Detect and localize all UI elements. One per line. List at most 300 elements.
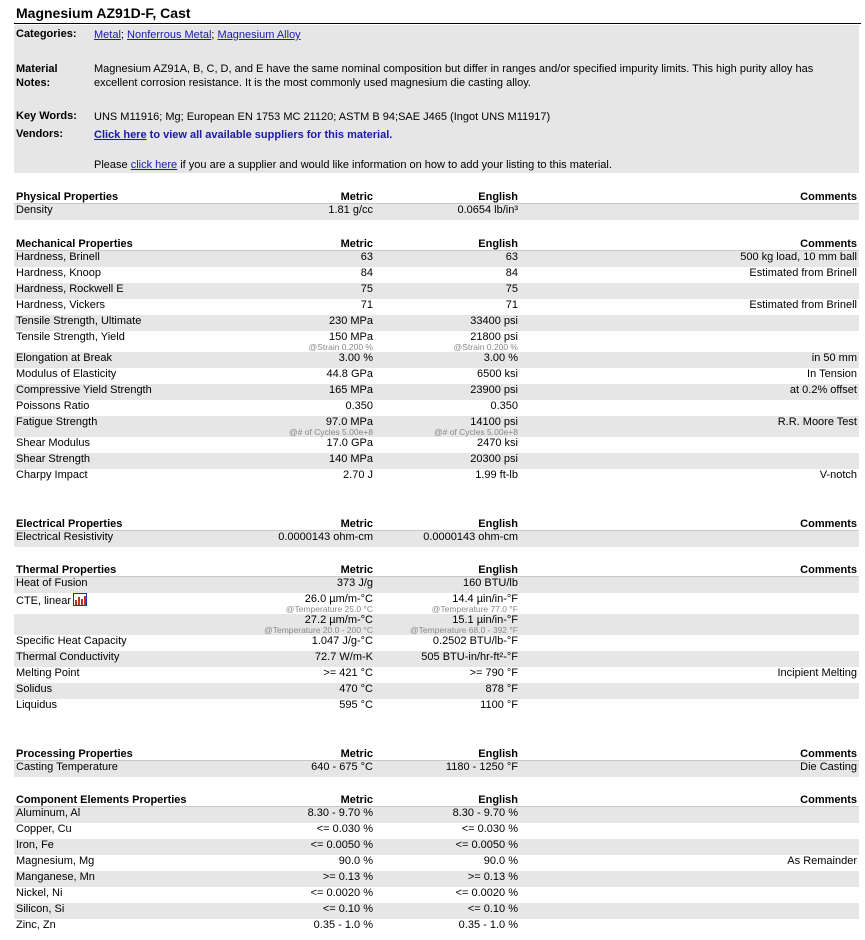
english-column-header: English [375,745,520,761]
comment: V-notch [819,469,857,481]
metric-value [254,855,375,871]
english-value-text: 14.4 µin/in-°F [452,593,518,605]
property-name [14,315,254,331]
english-value [375,807,520,824]
english-value-text: 1100 °F [480,699,518,711]
english-value [375,315,520,331]
english-value [375,761,520,778]
english-value-text: 160 BTU/lb [462,577,518,589]
metric-value-text: 150 MPa [328,331,373,343]
metric-value [254,593,375,614]
mechanical-properties-table [14,235,859,485]
english-value-text: 0.0654 lb/in³ [457,204,518,216]
property-name-text: Hardness, Brinell [16,251,100,263]
notes-label: Material Notes: [16,63,58,89]
property-row [14,667,859,683]
comment [520,807,859,824]
property-name [14,437,254,453]
supplier-prefix: Please [94,159,131,171]
metric-value [254,352,375,368]
property-row [14,871,859,887]
property-name-text: Specific Heat Capacity [16,635,127,647]
metric-value [254,839,375,855]
comment [520,400,859,416]
english-value [375,352,520,368]
english-value-text: 8.30 - 9.70 % [452,807,518,819]
property-row [14,823,859,839]
english-value-text: 1180 - 1250 °F [445,761,518,773]
english-value [375,577,520,594]
property-name [14,699,254,715]
property-row [14,761,859,778]
property-name [14,919,254,935]
property-name [14,267,254,283]
english-condition: @# of Cycles 5.00e+8 [434,427,518,437]
property-name-text: Nickel, Ni [16,887,63,899]
metric-value [254,299,375,315]
comment: Die Casting [520,761,859,778]
property-row [14,204,859,221]
property-name [14,251,254,268]
metric-value-text: 26.0 µm/m-°C [304,593,373,605]
property-name [14,352,254,368]
comments-column-header: Comments [520,235,859,251]
comment: Estimated from Brinell [749,299,857,311]
section-header-row [14,745,859,761]
section-header-row [14,515,859,531]
metric-value [254,251,375,268]
property-name [14,761,254,778]
comment [520,919,859,935]
property-name-text: Copper, Cu [16,823,72,835]
metric-value-text: 2.70 J [343,469,373,481]
metric-value-text: >= 0.13 % [322,871,373,883]
metric-value [254,204,375,221]
property-row [14,299,859,315]
comment: As Remainder [787,855,857,867]
english-value [375,204,520,221]
property-row [14,651,859,667]
english-value-text: 2470 ksi [477,437,518,449]
section-header-row [14,791,859,807]
property-name [14,400,254,416]
english-value-text: 21800 psi [470,331,518,343]
vendors-click-here-link[interactable]: Click here [94,129,147,141]
comment [520,315,859,331]
metric-value-text: 71 [360,299,373,311]
english-value-text: >= 0.13 % [467,871,518,883]
english-value-text: 75 [505,283,518,295]
property-name-text: Magnesium, Mg [16,855,95,867]
section-title: Mechanical Properties [14,235,254,251]
metric-value [254,823,375,839]
english-value [375,903,520,919]
english-value [375,416,520,437]
property-name-text: Elongation at Break [16,352,113,364]
property-name [14,368,254,384]
english-value-text: 20300 psi [470,453,518,465]
comment: In Tension [807,368,857,380]
english-value [375,614,520,635]
property-row [14,400,859,416]
property-row [14,614,859,635]
property-name-text: CTE, linear [16,595,72,607]
property-name [14,331,254,352]
comments-column-header: Comments [520,188,859,204]
property-name [14,871,254,887]
english-value [375,683,520,699]
property-name-text: Solidus [16,683,53,695]
property-row [14,593,859,614]
section-title: Processing Properties [14,745,254,761]
property-name-text: Casting Temperature [16,761,118,773]
property-row [14,531,859,548]
metric-value-text: 0.350 [345,400,373,412]
comment [520,823,859,839]
vendors-label: Vendors: [16,128,64,140]
property-name [14,593,254,614]
comment: R.R. Moore Test [520,416,859,437]
keywords-text: UNS M11916; Mg; European EN 1753 MC 21120; ASTM B 94;SAE J465 (Ingot UNS M11917) [94,111,551,123]
property-row [14,577,859,594]
property-name-text: Heat of Fusion [16,577,88,589]
property-row [14,469,859,485]
english-value [375,699,520,715]
metric-value [254,453,375,469]
section-header-row [14,561,859,577]
english-value-text: <= 0.10 % [467,903,518,915]
metric-column-header: Metric [254,791,375,807]
metric-value [254,667,375,683]
comment [520,577,859,594]
vendors-rest-text: to view all available suppliers for this material. [146,129,393,141]
property-row [14,416,859,437]
metric-value [254,699,375,715]
english-value-text: 90.0 % [483,855,518,867]
metric-value-text: 373 J/g [336,577,373,589]
metric-value-text: 8.30 - 9.70 % [307,807,373,819]
english-value [375,400,520,416]
comment: at 0.2% offset [520,384,859,400]
english-value [375,667,520,683]
metric-value [254,315,375,331]
property-row [14,331,859,352]
metric-value [254,368,375,384]
english-value-text: 71 [505,299,518,311]
metric-value [254,283,375,299]
property-row [14,839,859,855]
english-value [375,531,520,548]
english-value-text: 14100 psi [470,416,518,428]
categories-list: Metal; Nonferrous Metal; Magnesium Alloy [94,29,301,41]
metric-condition: @Temperature 20.0 - 200 °C [264,625,373,635]
english-value [375,283,520,299]
metric-value-text: 75 [360,283,373,295]
property-row [14,807,859,824]
property-row [14,699,859,715]
property-name [14,667,254,683]
metric-value-text: 1.81 g/cc [328,204,373,216]
category-link-metal[interactable]: Metal [94,29,121,41]
supplier-click-here-link[interactable]: click here [130,159,178,171]
english-column-header: English [375,515,520,531]
english-condition: @Temperature 77.0 °F [431,604,518,614]
property-name-text: Tensile Strength, Ultimate [16,315,142,327]
property-name-text: Aluminum, Al [16,807,81,819]
comment [520,683,859,699]
english-value-text: <= 0.030 % [461,823,518,835]
metric-column-header: Metric [254,561,375,577]
english-value [375,299,520,315]
metric-value-text: 97.0 MPa [325,416,373,428]
metric-value [254,531,375,548]
comment [520,871,859,887]
metric-value-text: <= 0.0050 % [310,839,373,851]
metric-value [254,400,375,416]
english-value [375,453,520,469]
property-row [14,903,859,919]
section-title: Component Elements Properties [14,791,254,807]
property-name-text: Tensile Strength, Yield [16,331,125,343]
thermal-properties-table [14,561,859,715]
english-value [375,823,520,839]
material-notes: Magnesium AZ91A, B, C, D, and E have the same nominal composition but differ in ranges and/or specified impurity limits. This high purity alloy has excellent corrosion resistance. It is the most commonly used magnesium die casting alloy. [94,63,814,89]
property-name [14,635,254,651]
metric-value-text: <= 0.030 % [316,823,373,835]
property-row [14,352,859,368]
property-row [14,437,859,453]
property-row [14,919,859,935]
metric-value-text: >= 421 °C [323,667,373,679]
english-value-text: >= 790 °F [469,667,518,679]
metric-value-text: 44.8 GPa [326,368,373,380]
property-name-text: Melting Point [16,667,80,679]
comments-column-header: Comments [520,745,859,761]
comments-column-header: Comments [520,515,859,531]
metric-value [254,761,375,778]
section-header-row [14,235,859,251]
comment [520,839,859,855]
english-value-text: 878 °F [485,683,518,695]
metric-value-text: 140 MPa [328,453,373,465]
property-name [14,283,254,299]
english-value-text: 0.0000143 ohm-cm [423,531,518,543]
metric-column-header: Metric [254,188,375,204]
property-name-text: Thermal Conductivity [16,651,120,663]
property-row [14,683,859,699]
property-name [14,887,254,903]
property-name [14,651,254,667]
category-link-magnesium-alloy[interactable]: Magnesium Alloy [217,29,301,41]
metric-condition: @# of Cycles 5.00e+8 [289,427,373,437]
metric-value [254,683,375,699]
english-condition: @Temperature 68.0 - 392 °F [410,625,518,635]
metric-value-text: 640 - 675 °C [311,761,373,773]
english-value [375,368,520,384]
metric-value-text: 90.0 % [338,855,373,867]
metric-value-text: 595 °C [339,699,373,711]
english-value-text: <= 0.0050 % [455,839,518,851]
comment [520,903,859,919]
english-value [375,251,520,268]
english-value [375,919,520,935]
english-value-text: <= 0.0020 % [455,887,518,899]
english-value [375,267,520,283]
supplier-text [94,158,834,172]
comment: Incipient Melting [777,667,857,679]
english-value-text: 63 [505,251,518,263]
physical-properties-table [14,188,859,220]
metric-column-header: Metric [254,515,375,531]
metric-value-text: 0.0000143 ohm-cm [278,531,373,543]
property-row [14,887,859,903]
metric-condition: @Strain 0.200 % [308,342,373,352]
metric-value-text: 27.2 µm/m-°C [304,614,373,626]
comment [520,593,859,614]
metric-value [254,871,375,887]
english-value-text: 6500 ksi [477,368,518,380]
property-name-text: Hardness, Knoop [16,267,101,279]
english-value-text: 0.350 [490,400,518,412]
property-row [14,267,859,283]
property-name-text: Liquidus [16,699,57,711]
property-row [14,283,859,299]
english-column-header: English [375,188,520,204]
english-value [375,871,520,887]
metric-value [254,331,375,352]
section-title: Thermal Properties [14,561,254,577]
section-header-row [14,188,859,204]
english-column-header: English [375,791,520,807]
english-value-text: 3.00 % [483,352,518,364]
property-row [14,855,859,871]
property-name-text: Electrical Resistivity [16,531,114,543]
english-condition: @Strain 0.200 % [453,342,518,352]
metric-value-text: 63 [360,251,373,263]
metric-value [254,469,375,485]
categories-label: Categories: [16,28,77,40]
english-value [375,469,520,485]
metric-value [254,903,375,919]
property-name-text: Silicon, Si [16,903,65,915]
english-value [375,855,520,871]
chart-icon[interactable] [73,593,87,606]
property-name [14,855,254,871]
processing-properties-table [14,745,859,777]
metric-value-text: 17.0 GPa [326,437,373,449]
metric-value-text: 230 MPa [328,315,373,327]
component-elements-properties-table [14,791,859,935]
english-value [375,651,520,667]
metric-column-header: Metric [254,235,375,251]
electrical-properties-table [14,515,859,547]
comment [520,887,859,903]
comment: 500 kg load, 10 mm ball [520,251,859,268]
metric-value-text: 84 [360,267,373,279]
property-name [14,683,254,699]
metric-value-text: 165 MPa [328,384,373,396]
comment [520,531,859,548]
english-value [375,887,520,903]
section-title: Electrical Properties [14,515,254,531]
comment: in 50 mm [520,352,859,368]
comment: Estimated from Brinell [749,267,857,279]
english-value [375,384,520,400]
property-name-text: Hardness, Rockwell E [16,283,124,295]
metric-value-text: 0.35 - 1.0 % [313,919,373,931]
property-name-text: Poissons Ratio [16,400,90,412]
english-value [375,635,520,651]
metric-value [254,614,375,635]
vendors-text [94,128,834,142]
property-name-text: Compressive Yield Strength [16,384,152,396]
metric-value [254,577,375,594]
property-name [14,903,254,919]
metric-value-text: 3.00 % [338,352,373,364]
metric-value [254,437,375,453]
metric-value [254,919,375,935]
property-name-text: Shear Modulus [16,437,90,449]
metric-value [254,651,375,667]
metric-value [254,416,375,437]
metric-value-text: 1.047 J/g-°C [311,635,373,647]
english-value [375,437,520,453]
property-name-text: Iron, Fe [16,839,54,851]
metric-value [254,807,375,824]
property-name-text: Manganese, Mn [16,871,95,883]
property-name-text: Shear Strength [16,453,90,465]
property-name [14,453,254,469]
comment [520,283,859,299]
english-value-text: 84 [505,267,518,279]
property-row [14,384,859,400]
property-name [14,531,254,548]
keywords-label: Key Words: [16,110,77,122]
english-value-text: 15.1 µin/in-°F [452,614,518,626]
property-name [14,204,254,221]
comment [520,331,859,352]
english-value-text: 1.99 ft-lb [475,469,518,481]
metric-value [254,635,375,651]
english-column-header: English [375,235,520,251]
english-value [375,839,520,855]
property-name-text: Hardness, Vickers [16,299,106,311]
property-name [14,807,254,824]
category-link-nonferrous[interactable]: Nonferrous Metal [127,29,212,41]
metric-value [254,267,375,283]
supplier-rest: if you are a supplier and would like information on how to add your listing to this material. [177,159,612,171]
section-title: Physical Properties [14,188,254,204]
property-name-text: Fatigue Strength [16,416,98,428]
english-value [375,593,520,614]
english-value-text: 23900 psi [470,384,518,396]
property-row [14,635,859,651]
property-name [14,416,254,437]
comment [520,635,859,651]
property-name [14,839,254,855]
metric-column-header: Metric [254,745,375,761]
metric-value-text: 470 °C [339,683,373,695]
property-row [14,315,859,331]
comment [520,651,859,667]
comments-column-header: Comments [520,561,859,577]
property-name [14,823,254,839]
comment [520,437,859,453]
property-name-text: Modulus of Elasticity [16,368,117,380]
property-row [14,453,859,469]
english-value-text: 0.35 - 1.0 % [458,919,518,931]
material-info-panel [14,25,859,173]
